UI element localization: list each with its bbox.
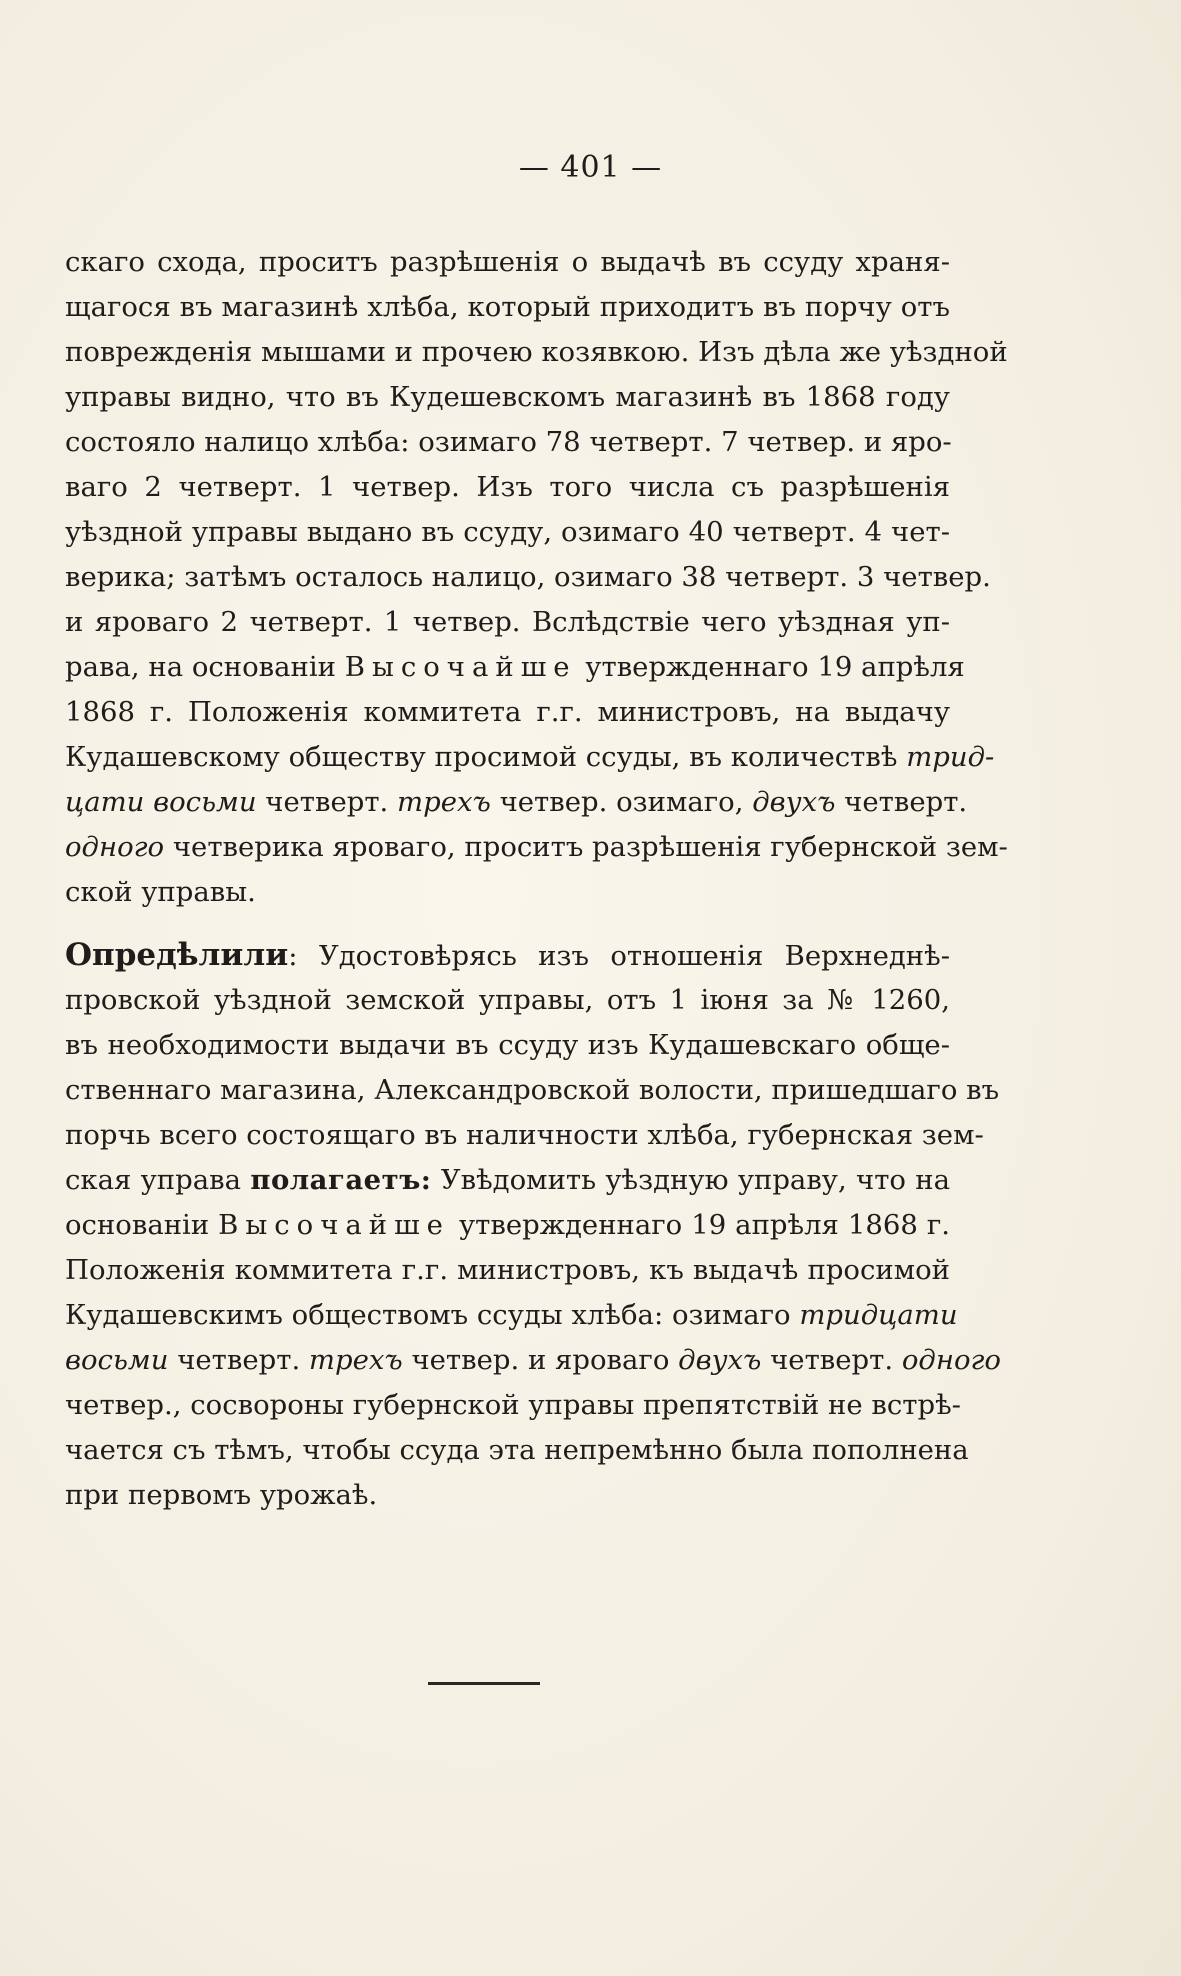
text-line: и яроваго 2 четверт. 1 четвер. Вслѣдствіе чего уѣздная уп- xyxy=(65,606,950,638)
text-line: ской управы. xyxy=(65,876,256,908)
text-line: одного четверика яроваго, проситъ разрѣшенія губернской зем- xyxy=(65,831,1008,863)
italic-word: трид- xyxy=(906,741,995,773)
text-line: ственнаго магазина, Александровской волости, пришедшаго въ xyxy=(65,1074,1000,1106)
page-number: — 401 — xyxy=(518,150,663,185)
text-line: восьми четверт. трехъ четвер. и яроваго двухъ четверт. одного xyxy=(65,1344,1001,1376)
text-line: провской уѣздной земской управы, отъ 1 іюня за № 1260, xyxy=(65,984,950,1016)
text-line: ваго 2 четверт. 1 четвер. Изъ того числа съ разрѣшенія xyxy=(65,471,950,503)
text-line: состояло налицо хлѣба: озимаго 78 четверт. 7 четвер. и яро- xyxy=(65,426,952,458)
text-line: управы видно, что въ Кудешевскомъ магазинѣ въ 1868 году xyxy=(65,381,950,413)
heading-word: Опредѣлили xyxy=(65,937,289,973)
text-line: при первомъ урожаѣ. xyxy=(65,1479,378,1511)
paragraph-1 xyxy=(65,240,1008,915)
spaced-word: Высочайше xyxy=(218,1209,450,1241)
text-line: Опредѣлили: Удостовѣрясь изъ отношенія Верхнеднѣ- xyxy=(65,937,950,973)
text-line: четвер., сосвороны губернской управы препятствій не встрѣ- xyxy=(65,1389,961,1421)
paragraph-2 xyxy=(65,933,1001,1518)
text-line: цати восьми четверт. трехъ четвер. озимаго, двухъ четверт. xyxy=(65,786,968,818)
text-line: Кудашевскому обществу просимой ссуды, въ количествѣ трид- xyxy=(65,741,995,773)
text-line: чается съ тѣмъ, чтобы ссуда эта непремѣнно была пополнена xyxy=(65,1434,969,1466)
text-line: 1868 г. Положенія коммитета г.г. министровъ, на выдачу xyxy=(65,696,950,728)
end-rule xyxy=(428,1682,540,1685)
paragraph-gap xyxy=(65,915,950,933)
text-line: уѣздной управы выдано въ ссуду, озимаго 40 четверт. 4 чет- xyxy=(65,516,950,548)
text-line: порчь всего состоящаго въ наличности хлѣба, губернская зем- xyxy=(65,1119,984,1151)
text-line: Положенія коммитета г.г. министровъ, къ выдачѣ просимой xyxy=(65,1254,950,1286)
text-line: ская управа полагаетъ: Увѣдомить уѣздную управу, что на xyxy=(65,1164,950,1196)
text-line: поврежденія мышами и прочею козявкою. Изъ дѣла же уѣздной xyxy=(65,336,1008,368)
text-line: Кудашевскимъ обществомъ ссуды хлѣба: озимаго тридцати xyxy=(65,1299,958,1331)
body-text xyxy=(65,240,1008,1518)
text-line: рава, на основаніи Высочайше утвержденнаго 19 апрѣля xyxy=(65,651,965,683)
bold-word: полагаетъ: xyxy=(250,1164,432,1196)
text-line: щагося въ магазинѣ хлѣба, который приходитъ въ порчу отъ xyxy=(65,291,950,323)
text-line: въ необходимости выдачи въ ссуду изъ Кудашевскаго обще- xyxy=(65,1029,950,1061)
spaced-word: Высочайше xyxy=(344,651,577,683)
text-line: скаго схода, проситъ разрѣшенія о выдачѣ въ ссуду храня- xyxy=(65,246,950,278)
text-line: верика; затѣмъ осталось налицо, озимаго 38 четверт. 3 четвер. xyxy=(65,561,991,593)
text-line: основаніи Высочайше утвержденнаго 19 апрѣля 1868 г. xyxy=(65,1209,950,1241)
